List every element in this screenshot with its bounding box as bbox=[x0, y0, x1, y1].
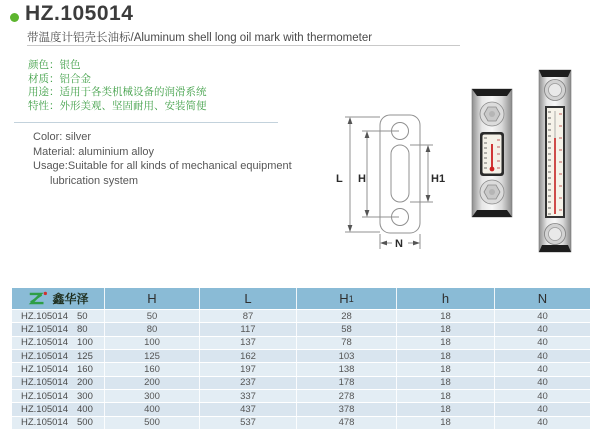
spec-line-feature-cn: 特性：外形美观、坚固耐用、安装简便 bbox=[28, 99, 207, 112]
value-N: 40 bbox=[537, 403, 548, 415]
model-cell: HZ.105014 100 bbox=[12, 337, 105, 349]
value-H: 80 bbox=[105, 323, 200, 335]
spec-line-color-cn: 颜色：银色 bbox=[28, 59, 81, 71]
value-H1: 103 bbox=[297, 350, 397, 362]
col-header-N: N bbox=[537, 291, 548, 306]
table-row bbox=[12, 377, 590, 390]
value-H: 400 bbox=[105, 403, 200, 415]
value-H1: 138 bbox=[297, 363, 397, 375]
model-cell: HZ.105014 80 bbox=[12, 323, 105, 335]
subtitle-rule bbox=[27, 45, 460, 46]
value-N: 40 bbox=[537, 417, 548, 429]
spec-line-material-cn: 材质：铝合金 bbox=[28, 72, 91, 85]
table-row bbox=[12, 417, 590, 430]
value-L: 537 bbox=[200, 417, 297, 429]
value-N: 40 bbox=[537, 377, 548, 389]
dimension-diagram bbox=[333, 106, 445, 256]
value-N: 40 bbox=[537, 390, 548, 402]
dim-label-N: N bbox=[395, 238, 403, 250]
col-header-h: h bbox=[397, 288, 495, 309]
model-cell: HZ.105014 500 bbox=[12, 417, 105, 429]
value-N: 40 bbox=[537, 310, 548, 322]
value-h: 18 bbox=[397, 310, 495, 322]
value-H1: 178 bbox=[297, 377, 397, 389]
value-h: 18 bbox=[397, 363, 495, 375]
col-header-L: L bbox=[200, 288, 297, 309]
specs-chinese bbox=[28, 59, 207, 113]
spec-line-material-en: Material: aluminium alloy bbox=[33, 145, 155, 158]
dim-label-H1: H1 bbox=[431, 173, 445, 185]
value-L: 87 bbox=[200, 310, 297, 322]
value-H1: 28 bbox=[297, 310, 397, 322]
value-H: 160 bbox=[105, 363, 200, 375]
spec-table bbox=[12, 288, 590, 430]
dim-label-L: L bbox=[336, 173, 343, 185]
dim-label-H: H bbox=[358, 173, 366, 185]
value-L: 237 bbox=[200, 377, 297, 389]
brand-name: 鑫华泽 bbox=[52, 292, 89, 306]
value-h: 18 bbox=[397, 390, 495, 402]
table-body bbox=[12, 310, 590, 430]
table-header-row bbox=[12, 288, 590, 310]
model-cell: HZ.105014 400 bbox=[12, 403, 105, 415]
table-row bbox=[12, 403, 590, 416]
spec-line-usage-en-2: lubrication system bbox=[50, 174, 139, 187]
value-H: 300 bbox=[105, 390, 200, 402]
value-h: 18 bbox=[397, 403, 495, 415]
section-divider bbox=[14, 122, 278, 123]
model-cell: HZ.105014 300 bbox=[12, 390, 105, 402]
value-L: 437 bbox=[200, 403, 297, 415]
col-header-H1: H 1 bbox=[297, 288, 397, 309]
product-photo-long-gauge bbox=[535, 66, 575, 256]
spec-line-usage-en: Usage:Suitable for all kinds of mechanical equipment bbox=[33, 160, 292, 172]
model-cell: HZ.105014 125 bbox=[12, 350, 105, 362]
model-cell: HZ.105014 50 bbox=[12, 310, 105, 322]
spec-line-color-en: Color: silver bbox=[33, 131, 92, 143]
brand-cell bbox=[12, 288, 105, 309]
green-dot-icon bbox=[10, 13, 19, 22]
value-h: 18 bbox=[397, 417, 495, 429]
specs-english bbox=[33, 130, 292, 188]
col-header-H: H bbox=[105, 288, 200, 309]
model-cell: HZ.105014 200 bbox=[12, 377, 105, 389]
value-H1: 378 bbox=[297, 403, 397, 415]
page-title: HZ.105014 bbox=[25, 2, 134, 25]
value-L: 162 bbox=[200, 350, 297, 362]
value-L: 117 bbox=[200, 323, 297, 335]
value-H1: 478 bbox=[297, 417, 397, 429]
value-L: 197 bbox=[200, 363, 297, 375]
value-h: 18 bbox=[397, 337, 495, 349]
value-H1: 278 bbox=[297, 390, 397, 402]
value-L: 137 bbox=[200, 337, 297, 349]
product-subtitle: 带温度计铝壳长油标/Aluminum shell long oil mark with thermometer bbox=[27, 32, 373, 44]
value-h: 18 bbox=[397, 350, 495, 362]
value-H: 125 bbox=[105, 350, 200, 362]
value-N: 40 bbox=[537, 363, 548, 375]
product-photo-short-gauge bbox=[467, 86, 517, 220]
value-H: 500 bbox=[105, 417, 200, 429]
value-h: 18 bbox=[397, 377, 495, 389]
table-row bbox=[12, 337, 590, 350]
table-row bbox=[12, 363, 590, 376]
value-H: 200 bbox=[105, 377, 200, 389]
value-H1: 58 bbox=[297, 323, 397, 335]
value-H: 50 bbox=[105, 310, 200, 322]
value-L: 337 bbox=[200, 390, 297, 402]
table-row bbox=[12, 390, 590, 403]
xy-monogram-icon bbox=[27, 291, 49, 306]
spec-line-usage-cn: 用途：适用于各类机械设备的润滑系统 bbox=[28, 86, 207, 98]
table-row bbox=[12, 310, 590, 323]
table-row bbox=[12, 350, 590, 363]
value-N: 40 bbox=[537, 323, 548, 335]
value-H: 100 bbox=[105, 337, 200, 349]
value-N: 40 bbox=[537, 337, 548, 349]
value-H1: 78 bbox=[297, 337, 397, 349]
table-row bbox=[12, 323, 590, 336]
value-h: 18 bbox=[397, 323, 495, 335]
value-N: 40 bbox=[537, 350, 548, 362]
model-cell: HZ.105014 160 bbox=[12, 363, 105, 375]
